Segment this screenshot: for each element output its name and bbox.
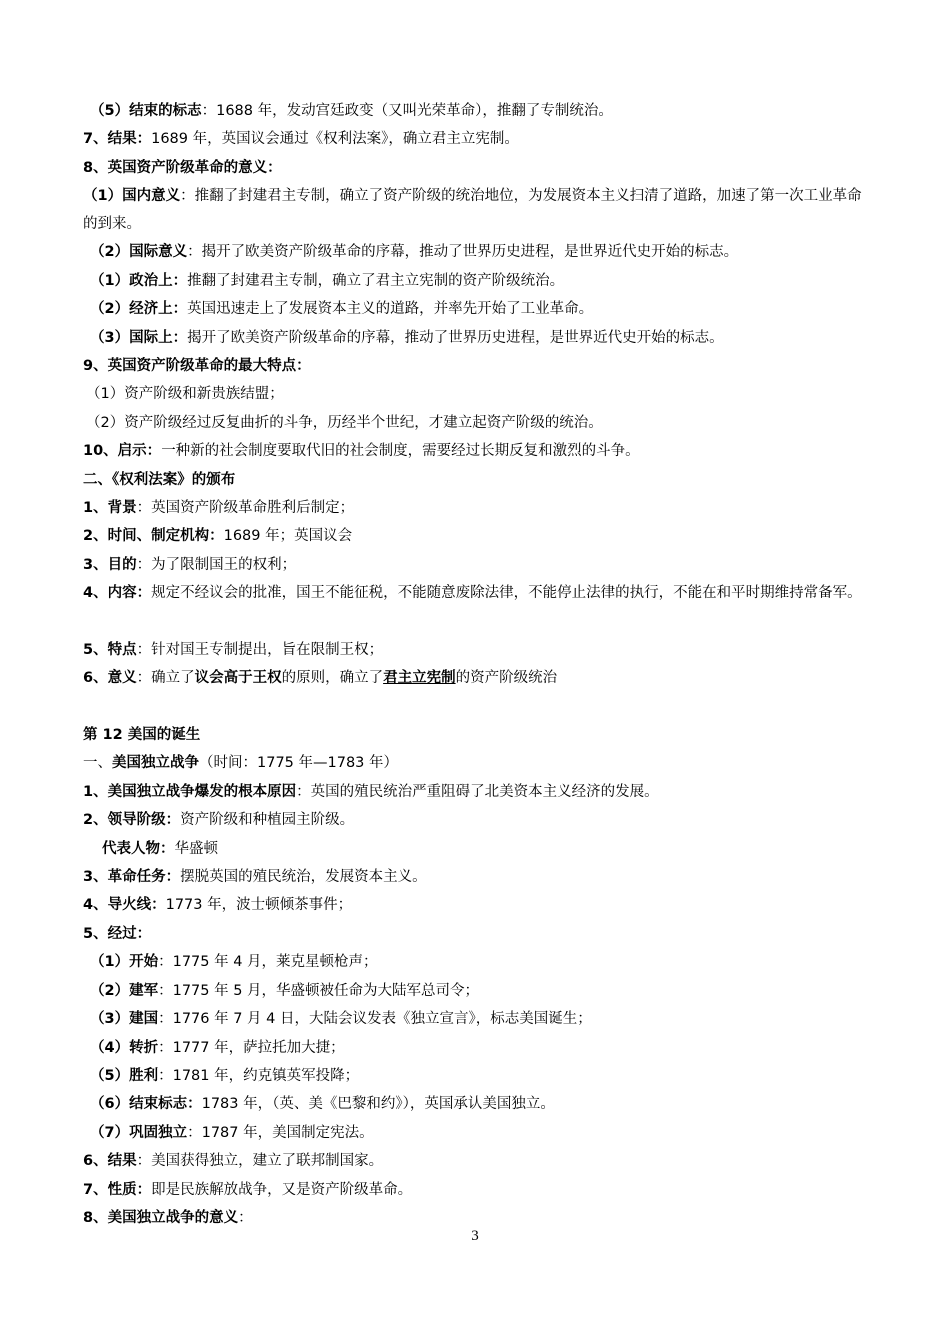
text-paragraph [83, 579, 871, 607]
line-label: （1）国内意义 [83, 188, 181, 204]
line-text: ：为了限制国王的权利； [136, 557, 297, 573]
text-line [90, 1005, 880, 1033]
page-number: 3 [471, 1228, 479, 1244]
line-text: 摆脱英国的殖民统治，发展资本主义。 [180, 869, 427, 885]
line-label: 2、领导阶级： [83, 812, 181, 828]
line-label: （3）建国 [90, 1011, 159, 1027]
text-line [83, 891, 873, 919]
text-line [90, 238, 880, 266]
line-label: 6、结果 [83, 1153, 137, 1169]
text-line [83, 664, 873, 692]
line-text: 推翻了封建君主专制，确立了君主立宪制的资产阶级统治。 [187, 273, 565, 289]
text-paragraph [83, 182, 871, 238]
line-text: ：1775 年 4 月，莱克星顿枪声； [158, 954, 378, 970]
text-line [90, 948, 880, 976]
line-label: （3）国际上： [90, 330, 188, 346]
text-line [90, 977, 880, 1005]
line-label: （5）胜利 [90, 1068, 159, 1084]
subsection-label: 美国独立战争 [112, 755, 199, 771]
line-label: 9、英国资产阶级革命的最大特点： [83, 358, 311, 374]
text-line [86, 380, 876, 408]
line-text: ：英国资产阶级革命胜利后制定； [136, 500, 355, 516]
line-text: ：美国获得独立，建立了联邦制国家。 [136, 1153, 384, 1169]
underlined-emphasis-text: 君主立宪制 [383, 670, 456, 686]
line-text: 揭开了欧美资产阶级革命的序幕，推动了世界历史进程，是世界近代史开始的标志。 [187, 330, 724, 346]
line-label: 10、启示： [83, 443, 162, 459]
chapter-title-text: 第 12 美国的诞生 [83, 727, 201, 743]
line-label: 3、革命任务： [83, 869, 181, 885]
line-text: 的原则，确立了 [281, 670, 384, 686]
line-text: ：1776 年 7 月 4 日，大陆会议发表《独立宣言》，标志美国诞生； [158, 1011, 592, 1027]
line-text: 1689 年，英国议会通过《权利法案》，确立君主立宪制。 [151, 131, 519, 147]
line-label: 2、时间、制定机构： [83, 528, 224, 544]
text-line [90, 267, 880, 295]
section-title-text: 二、《权利法案》的颁布 [83, 472, 236, 488]
text-line [83, 778, 873, 806]
text-line [90, 1034, 880, 1062]
line-text: ：1775 年 5 月，华盛顿被任命为大陆军总司令； [158, 983, 480, 999]
line-text: 的资产阶级统治 [455, 670, 558, 686]
line-label: 4、导火线： [83, 897, 166, 913]
text-line [83, 636, 873, 664]
line-text: ： [238, 1210, 253, 1226]
line-label: 6、意义 [83, 670, 137, 686]
heading-line [83, 352, 873, 380]
line-text: ：确立了 [136, 670, 195, 686]
text-line [83, 125, 873, 153]
line-label: （5）结束的标志 [90, 103, 202, 119]
line-label: （7）巩固独立 [90, 1125, 188, 1141]
line-label: 7、性质： [83, 1182, 152, 1198]
text-line [83, 522, 873, 550]
line-label: （6）结束标志： [90, 1096, 202, 1112]
line-text: ：1777 年，萨拉托加大捷； [158, 1040, 345, 1056]
line-text: 1689 年；英国议会 [223, 528, 353, 544]
line-text: 资产阶级和种植园主阶级。 [180, 812, 355, 828]
text-line [83, 551, 873, 579]
line-text: 规定不经议会的批准，国王不能征税，不能随意废除法律，不能停止法律的执行，不能在和平时期维持常备军。 [151, 585, 862, 601]
line-label: （4）转折 [90, 1040, 159, 1056]
line-text: 华盛顿 [174, 841, 218, 857]
line-text: （2）资产阶级经过反复曲折的斗争，历经半个世纪，才建立起资产阶级的统治。 [86, 415, 603, 431]
text-line [83, 863, 873, 891]
line-label: 4、内容： [83, 585, 152, 601]
subsection-title [83, 749, 873, 777]
line-text: 1773 年，波士顿倾茶事件； [165, 897, 353, 913]
line-label: 8、美国独立战争的意义 [83, 1210, 239, 1226]
line-text: ：揭开了欧美资产阶级革命的序幕，推动了世界历史进程，是世界近代史开始的标志。 [187, 244, 739, 260]
line-text: （1）资产阶级和新贵族结盟； [86, 386, 284, 402]
line-text: 1783 年，（英、美《巴黎和约》），英国承认美国独立。 [201, 1096, 555, 1112]
heading-line [83, 920, 873, 948]
heading-line [83, 154, 873, 182]
line-label: （2）国际意义 [90, 244, 188, 260]
text-line [83, 806, 873, 834]
section-title [83, 466, 873, 494]
line-text: 一种新的社会制度要取代旧的社会制度，需要经过长期反复和激烈的斗争。 [161, 443, 640, 459]
line-text: 英国迅速走上了发展资本主义的道路，并率先开始了工业革命。 [187, 301, 594, 317]
line-text: ：1787 年，美国制定宪法。 [187, 1125, 374, 1141]
line-label: 代表人物： [102, 841, 175, 857]
line-label: （1）开始 [90, 954, 159, 970]
line-label: （2）经济上： [90, 301, 188, 317]
line-label: 7、结果： [83, 131, 152, 147]
text-line [90, 1119, 880, 1147]
subsection-prefix: 一、 [83, 755, 112, 771]
line-label: 5、经过： [83, 926, 152, 942]
text-line [83, 1176, 873, 1204]
text-line [102, 835, 892, 863]
emphasis-text: 议会高于王权 [194, 670, 282, 686]
subsection-text: （时间：1775 年—1783 年） [199, 755, 399, 771]
line-text: 即是民族解放战争，又是资产阶级革命。 [151, 1182, 413, 1198]
line-label: 1、美国独立战争爆发的根本原因 [83, 784, 297, 800]
text-line [90, 324, 880, 352]
line-text: ：1781 年，约克镇英军投降； [158, 1068, 360, 1084]
line-text: ：推翻了封建君主专制，确立了资产阶级的统治地位，为发展资本主义扫清了道路，加速了第一次工业革命的到来。 [83, 188, 862, 232]
text-line [90, 295, 880, 323]
text-line [83, 437, 873, 465]
text-line [90, 97, 880, 125]
line-text: ：1688 年，发动宫廷政变（又叫光荣革命），推翻了专制统治。 [201, 103, 613, 119]
text-line [83, 1147, 873, 1175]
text-line [83, 494, 873, 522]
line-label: （1）政治上： [90, 273, 188, 289]
text-line [86, 409, 876, 437]
line-label: 8、英国资产阶级革命的意义： [83, 160, 282, 176]
line-text: ：英国的殖民统治严重阻碍了北美资本主义经济的发展。 [296, 784, 659, 800]
text-line [90, 1090, 880, 1118]
text-line [90, 1062, 880, 1090]
line-label: （2）建军 [90, 983, 159, 999]
line-label: 5、特点 [83, 642, 137, 658]
chapter-title [83, 721, 873, 749]
line-text: ：针对国王专制提出，旨在限制王权； [136, 642, 384, 658]
line-label: 3、目的 [83, 557, 137, 573]
line-label: 1、背景 [83, 500, 137, 516]
